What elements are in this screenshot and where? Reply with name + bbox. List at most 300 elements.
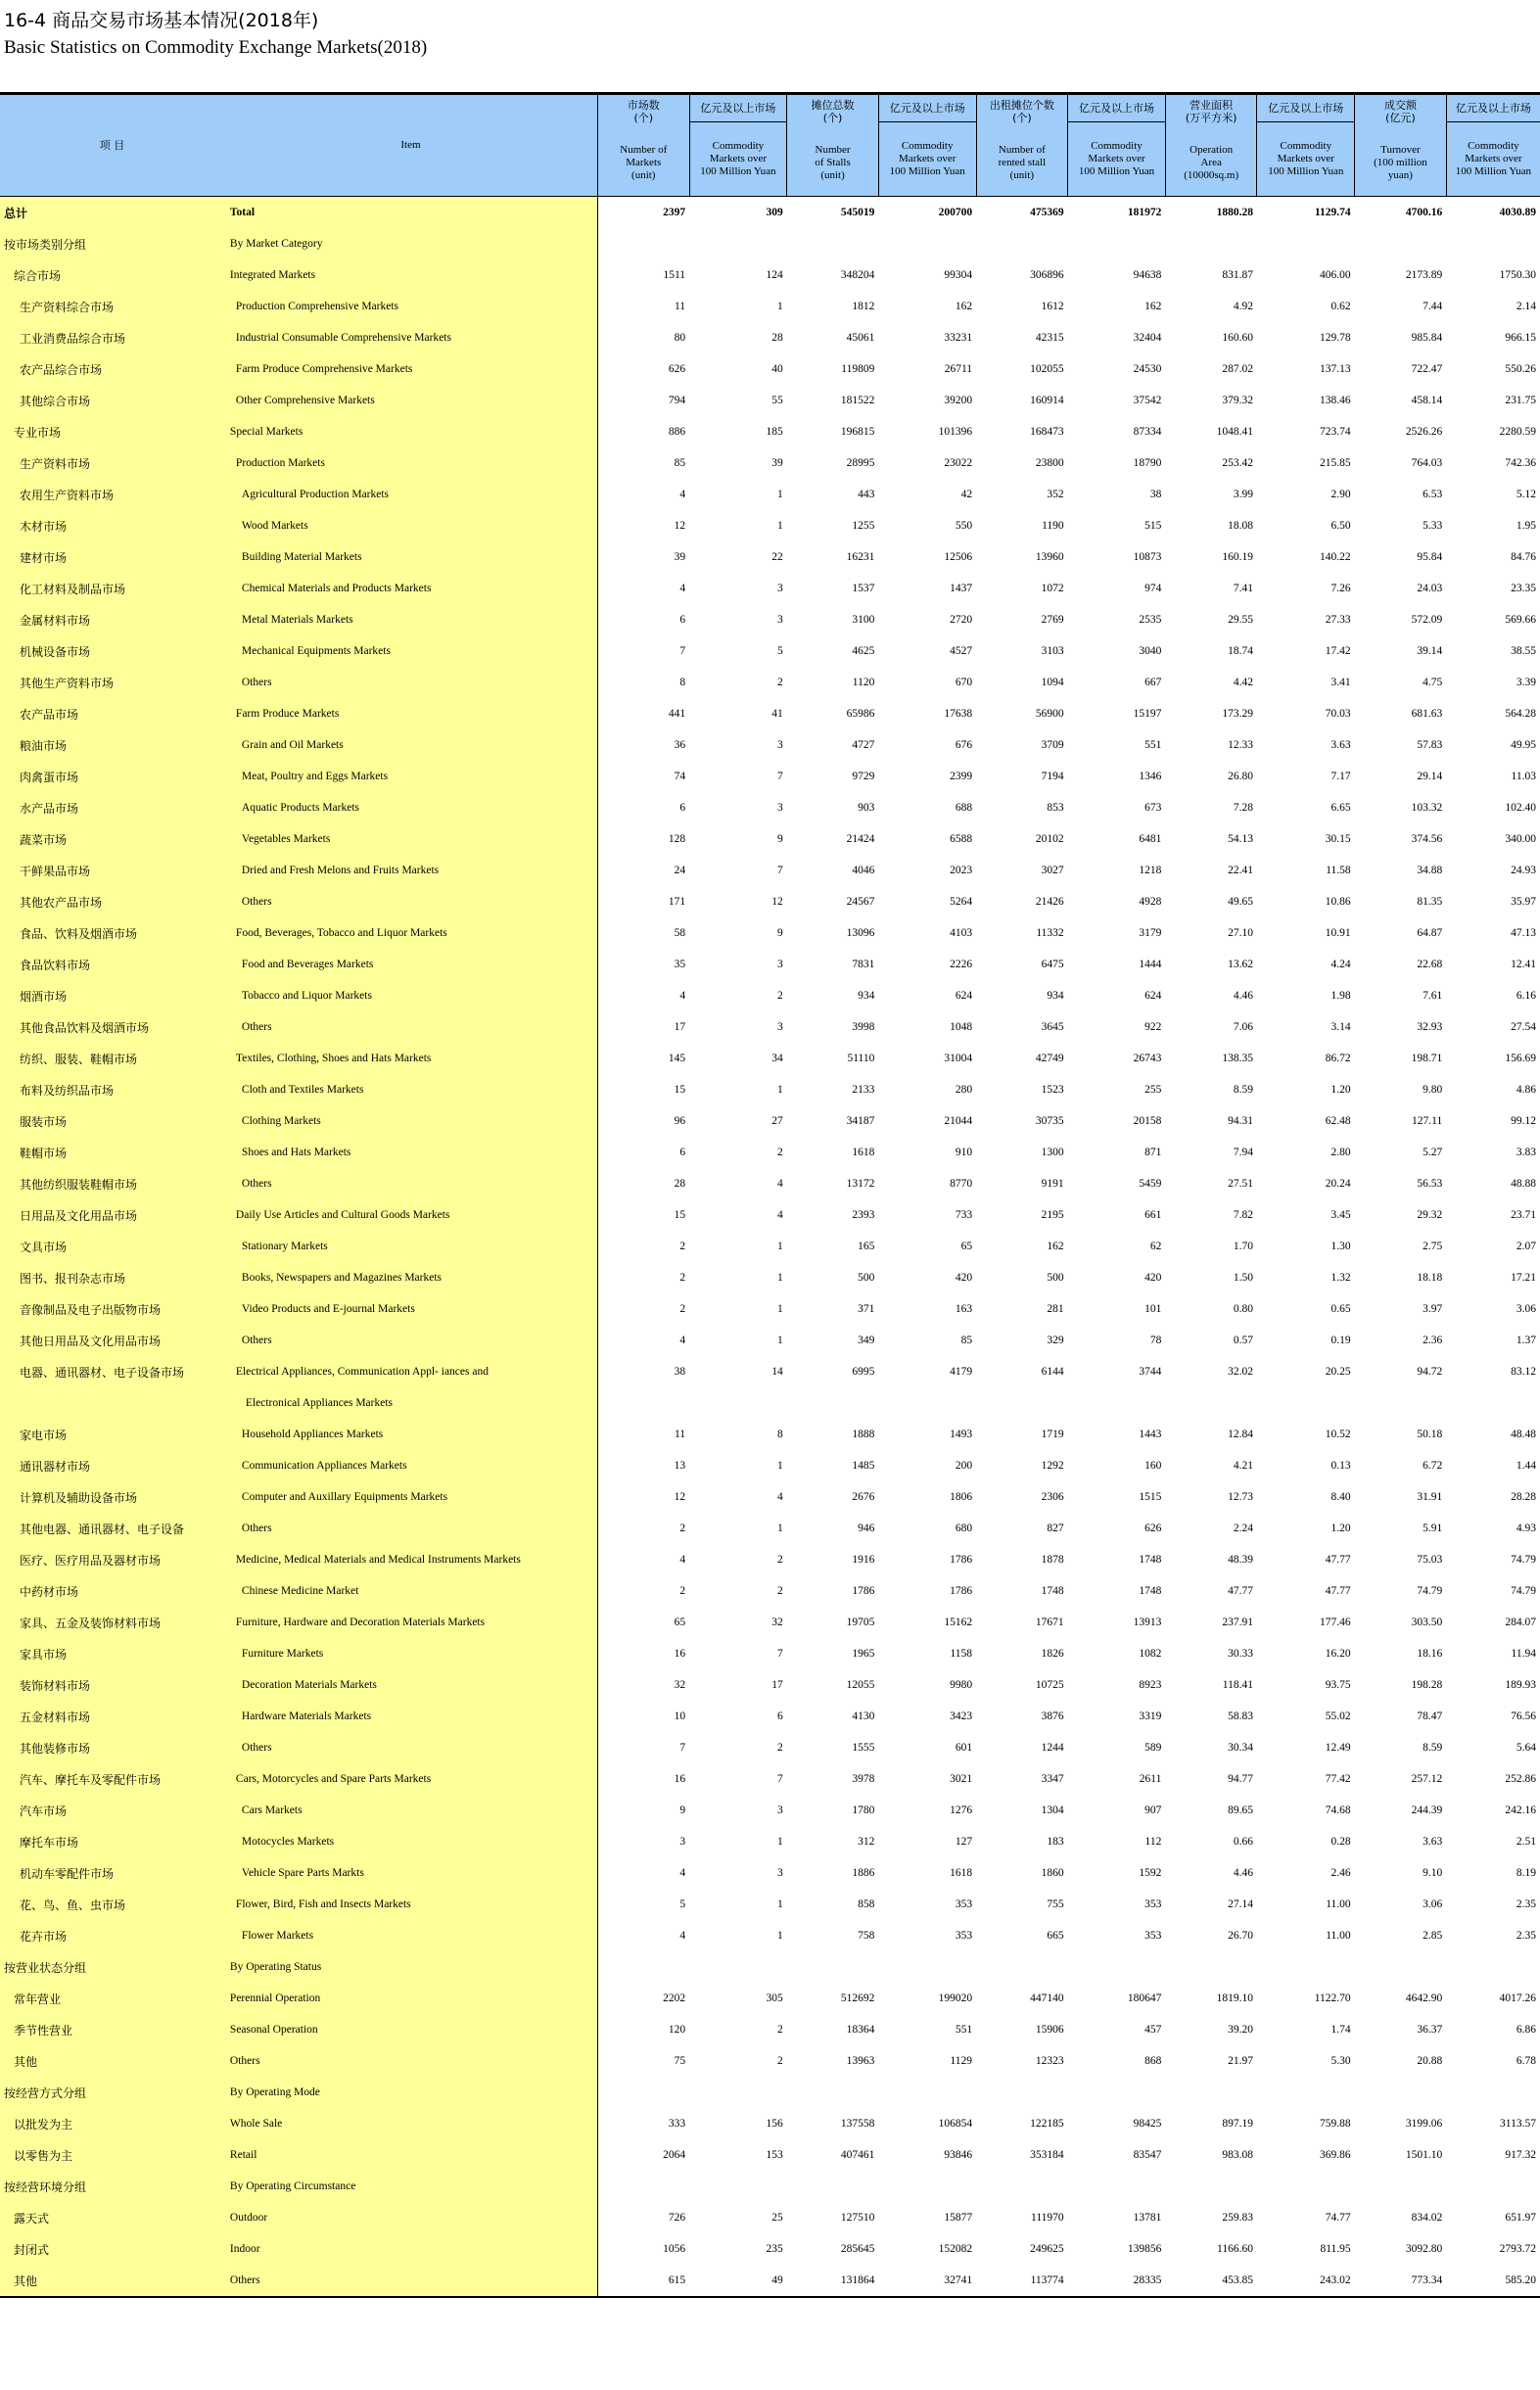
table-row [0, 2108, 1540, 2139]
value-cell [1165, 228, 1257, 259]
value-cell: 1612 [1041, 301, 1064, 312]
row-label-chinese: 鞋帽市场 [0, 1137, 224, 1168]
value-cell: 1 [777, 489, 783, 500]
value-cell: 858 [858, 1898, 875, 1910]
value-cell [689, 1951, 787, 1983]
value-cell [878, 228, 976, 259]
value-cell: 1.50 [1233, 1272, 1253, 1284]
table-row [0, 1795, 1540, 1826]
value-cell: 667 [1144, 677, 1162, 688]
value-cell: 340.00 [1505, 833, 1536, 845]
row-label-english: Others [224, 886, 598, 917]
value-cell: 4928 [1139, 896, 1162, 908]
value-cell: 447140 [1030, 1992, 1064, 2004]
value-cell: 4.86 [1516, 1084, 1536, 1096]
value-cell: 665 [1047, 1930, 1064, 1942]
value-cell: 98425 [1133, 2118, 1162, 2130]
row-label-chinese: 肉禽蛋市场 [0, 761, 224, 792]
value-cell [689, 228, 787, 259]
value-cell [878, 2077, 976, 2108]
value-cell: 118.41 [1222, 1679, 1253, 1691]
table-row [0, 1074, 1540, 1105]
row-label-english: Stationary Markets [224, 1231, 598, 1262]
row-label-english: Hardware Materials Markets [224, 1701, 598, 1732]
value-cell: 723.74 [1320, 426, 1351, 438]
row-label-chinese: 家电市场 [0, 1419, 224, 1450]
row-label-chinese: 专业市场 [0, 416, 224, 447]
value-cell: 11.03 [1511, 771, 1536, 782]
value-cell: 329 [1047, 1335, 1064, 1346]
value-cell: 38 [674, 1366, 686, 1378]
table-row [0, 1857, 1540, 1889]
value-cell: 160.60 [1222, 332, 1253, 344]
value-cell: 2397 [663, 207, 686, 218]
value-cell: 3.06 [1516, 1303, 1536, 1315]
value-cell: 138.35 [1222, 1053, 1253, 1064]
value-cell: 24530 [1133, 363, 1162, 375]
row-label-english: Cars Markets [224, 1795, 598, 1826]
value-cell: 6.53 [1423, 489, 1443, 500]
table-row [0, 259, 1540, 291]
value-cell: 676 [955, 739, 973, 751]
value-cell: 7.28 [1233, 802, 1253, 814]
value-cell: 3 [777, 583, 783, 594]
value-cell: 89.65 [1228, 1804, 1253, 1816]
value-cell: 626 [668, 363, 686, 375]
value-cell: 453.85 [1165, 2265, 1257, 2297]
value-cell: 12 [674, 1491, 686, 1503]
table-row [0, 917, 1540, 949]
value-cell: 6481 [1139, 833, 1162, 845]
value-cell: 99304 [944, 269, 973, 281]
value-cell [1068, 1387, 1166, 1419]
table-row [0, 1701, 1540, 1732]
value-cell: 35 [674, 959, 686, 970]
value-cell: 18.08 [1228, 520, 1253, 532]
row-label-english: Others [224, 1168, 598, 1199]
value-cell: 985.84 [1411, 332, 1443, 344]
value-cell: 1255 [852, 520, 875, 532]
value-cell: 20.25 [1325, 1366, 1351, 1378]
value-cell: 2.35 [1516, 1898, 1536, 1910]
value-cell [1355, 1387, 1447, 1419]
value-cell [1446, 1951, 1540, 1983]
value-cell: 4.92 [1233, 301, 1253, 312]
value-cell: 2 [679, 1272, 686, 1284]
value-cell: 34 [771, 1053, 783, 1064]
row-label-english: Others [224, 1732, 598, 1763]
value-cell: 20.24 [1325, 1178, 1351, 1190]
value-cell: 1056 [663, 2243, 686, 2255]
value-cell: 1048.41 [1216, 426, 1253, 438]
stalls-sub-header-english: Commodity Markets over 100 Million Yuan [878, 122, 976, 197]
value-cell: 2 [777, 1742, 783, 1754]
value-cell: 305 [766, 1992, 783, 2004]
table-row [0, 2265, 1540, 2297]
value-cell: 834.02 [1411, 2212, 1443, 2224]
value-cell [597, 2077, 689, 2108]
value-cell: 2 [777, 1585, 783, 1597]
row-label-chinese: 机械设备市场 [0, 635, 224, 667]
row-label-chinese: 其他 [0, 2045, 224, 2077]
value-cell: 1 [777, 1523, 783, 1534]
value-cell: 406.00 [1320, 269, 1351, 281]
value-cell [1355, 2077, 1447, 2108]
value-cell: 171 [668, 896, 686, 908]
value-cell: 871 [1144, 1147, 1162, 1158]
value-cell: 9 [777, 833, 783, 845]
value-cell: 50.18 [1417, 1429, 1443, 1440]
value-cell: 907 [1144, 1804, 1162, 1816]
row-label-chinese: 服装市场 [0, 1105, 224, 1137]
value-cell: 16 [674, 1773, 686, 1785]
row-label-chinese: 工业消费品综合市场 [0, 322, 224, 353]
value-cell: 7.06 [1233, 1021, 1253, 1033]
value-cell: 49.95 [1511, 739, 1536, 751]
value-cell: 910 [955, 1147, 973, 1158]
table-row [0, 479, 1540, 510]
value-cell: 9729 [852, 771, 875, 782]
value-cell: 2.80 [1330, 1147, 1351, 1158]
row-label-english: By Operating Status [224, 1951, 598, 1983]
row-label-chinese: 封闭式 [0, 2233, 224, 2265]
value-cell [976, 2171, 1068, 2202]
value-cell: 1748 [1041, 1585, 1064, 1597]
value-cell: 102.40 [1505, 802, 1536, 814]
value-cell: 1748 [1139, 1554, 1162, 1566]
value-cell: 1.32 [1330, 1272, 1351, 1284]
value-cell: 1485 [852, 1460, 875, 1472]
value-cell: 35.97 [1511, 896, 1536, 908]
value-cell: 84.76 [1511, 551, 1536, 563]
value-cell: 36.37 [1417, 2024, 1443, 2036]
value-cell: 1444 [1139, 959, 1162, 970]
value-cell: 897.19 [1222, 2118, 1253, 2130]
table-row [0, 322, 1540, 353]
value-cell: 122185 [1030, 2118, 1064, 2130]
row-label-chinese: 通讯器材市场 [0, 1450, 224, 1481]
item-header-chinese: 项 目 [0, 94, 224, 197]
value-cell: 615 [597, 2265, 689, 2297]
value-cell: 352 [1047, 489, 1064, 500]
table-row [0, 2139, 1540, 2171]
row-label-english: Special Markets [224, 416, 598, 447]
value-cell: 1166.60 [1217, 2243, 1253, 2255]
value-cell: 24.93 [1511, 865, 1536, 876]
value-cell: 12 [771, 896, 783, 908]
value-cell: 11.94 [1511, 1648, 1536, 1660]
value-cell: 983.08 [1222, 2149, 1253, 2161]
value-cell: 946 [858, 1523, 875, 1534]
value-cell: 153 [766, 2149, 783, 2161]
row-label-english: Total [224, 197, 598, 229]
value-cell [1446, 2077, 1540, 2108]
value-cell: 21044 [944, 1115, 973, 1127]
value-cell: 249625 [1030, 2243, 1064, 2255]
value-cell: 28.28 [1511, 1491, 1536, 1503]
row-label-english: Vehicle Spare Parts Markts [224, 1857, 598, 1889]
value-cell: 7 [777, 865, 783, 876]
value-cell: 2720 [950, 614, 973, 626]
value-cell [1446, 2171, 1540, 2202]
value-cell: 22.41 [1228, 865, 1253, 876]
value-cell: 23022 [944, 457, 973, 469]
row-label-english: Clothing Markets [224, 1105, 598, 1137]
value-cell: 1122.70 [1314, 1992, 1351, 2004]
value-cell: 3199.06 [1405, 2118, 1443, 2130]
row-label-english: Perennial Operation [224, 1983, 598, 2014]
turnover-sub-header-chinese: 亿元及以上市场 [1446, 94, 1540, 122]
value-cell: 2023 [950, 865, 973, 876]
value-cell [1257, 228, 1355, 259]
value-cell: 2.14 [1516, 301, 1536, 312]
value-cell: 8.59 [1233, 1084, 1253, 1096]
row-label-english: Communication Appliances Markets [224, 1450, 598, 1481]
value-cell: 934 [858, 990, 875, 1002]
value-cell: 4.24 [1330, 959, 1351, 970]
value-cell: 2 [777, 1554, 783, 1566]
value-cell: 758 [858, 1930, 875, 1942]
value-cell [976, 228, 1068, 259]
value-cell: 9980 [950, 1679, 973, 1691]
value-cell: 868 [1144, 2055, 1162, 2067]
value-cell: 3.06 [1423, 1898, 1443, 1910]
value-cell [1257, 2077, 1355, 2108]
value-cell: 198.71 [1411, 1053, 1443, 1064]
value-cell: 1 [777, 520, 783, 532]
value-cell: 198.28 [1411, 1679, 1443, 1691]
value-cell: 94638 [1133, 269, 1162, 281]
value-cell: 5.33 [1423, 520, 1443, 532]
value-cell: 2535 [1139, 614, 1162, 626]
value-cell: 371 [858, 1303, 875, 1315]
row-label-chinese: 蔬菜市场 [0, 823, 224, 855]
value-cell: 65 [960, 1241, 973, 1252]
row-label-chinese: 布料及纺织品市场 [0, 1074, 224, 1105]
value-cell: 4.46 [1233, 1867, 1253, 1879]
table-row [0, 980, 1540, 1011]
value-cell: 1129 [950, 2055, 973, 2067]
row-label-english: Others [224, 1011, 598, 1043]
value-cell: 1748 [1139, 1585, 1162, 1597]
value-cell: 670 [955, 677, 973, 688]
value-cell: 6.65 [1330, 802, 1351, 814]
value-cell: 86.72 [1325, 1053, 1351, 1064]
value-cell: 853 [1047, 802, 1064, 814]
row-label-english: Shoes and Hats Markets [224, 1137, 598, 1168]
value-cell: 17671 [1035, 1617, 1064, 1628]
value-cell: 353 [1144, 1930, 1162, 1942]
row-label-chinese: 汽车、摩托车及零配件市场 [0, 1763, 224, 1795]
value-cell: 4 [777, 1491, 783, 1503]
value-cell: 420 [955, 1272, 973, 1284]
table-row [0, 1638, 1540, 1669]
row-label-chinese: 中药材市场 [0, 1575, 224, 1607]
value-cell: 12.49 [1325, 1742, 1351, 1754]
value-cell: 1819.10 [1216, 1992, 1253, 2004]
value-cell: 56.53 [1417, 1178, 1443, 1190]
value-cell: 58.83 [1228, 1710, 1253, 1722]
value-cell: 1300 [1041, 1147, 1064, 1158]
value-cell: 1511 [663, 269, 686, 281]
rented-stalls-sub-header-chinese: 亿元及以上市场 [1068, 94, 1166, 122]
value-cell: 83.12 [1511, 1366, 1536, 1378]
row-label-chinese: 按营业状态分组 [0, 1951, 224, 1983]
value-cell: 3092.80 [1405, 2243, 1443, 2255]
value-cell: 1.30 [1330, 1241, 1351, 1252]
row-label-english: Integrated Markets [224, 259, 598, 291]
value-cell: 39.20 [1228, 2024, 1253, 2036]
value-cell: 3319 [1139, 1710, 1162, 1722]
value-cell: 138.46 [1320, 395, 1351, 406]
row-label-english: Seasonal Operation [224, 2014, 598, 2045]
value-cell: 42315 [1035, 332, 1064, 344]
value-cell: 688 [955, 802, 973, 814]
value-cell [597, 1951, 689, 1983]
value-cell: 5.12 [1516, 489, 1536, 500]
value-cell: 9 [777, 927, 783, 939]
value-cell: 6144 [1041, 1366, 1064, 1378]
value-cell: 165 [858, 1241, 875, 1252]
value-cell: 215.85 [1320, 457, 1351, 469]
value-cell: 13960 [1035, 551, 1064, 563]
row-label-english: Others [224, 2045, 598, 2077]
row-label-chinese: 纺织、服装、鞋帽市场 [0, 1043, 224, 1074]
value-cell: 196815 [840, 426, 875, 438]
value-cell: 15877 [944, 2212, 973, 2224]
table-row [0, 1262, 1540, 1293]
value-cell: 680 [955, 1523, 973, 1534]
value-cell: 74.68 [1325, 1804, 1351, 1816]
value-cell: 443 [858, 489, 875, 500]
value-cell: 1.95 [1516, 520, 1536, 532]
value-cell: 55 [771, 395, 783, 406]
value-cell: 183 [1047, 1836, 1064, 1848]
table-body [0, 197, 1540, 2298]
value-cell: 38 [1149, 489, 1162, 500]
value-cell: 1965 [852, 1648, 875, 1660]
value-cell [597, 2171, 689, 2202]
value-cell: 5.91 [1423, 1523, 1443, 1534]
value-cell: 124 [766, 269, 783, 281]
value-cell: 156.69 [1505, 1053, 1536, 1064]
value-cell: 38.55 [1511, 645, 1536, 657]
value-cell [1068, 2077, 1166, 2108]
value-cell: 3 [777, 1021, 783, 1033]
value-cell: 1048 [950, 1021, 973, 1033]
row-label-chinese: 生产资料市场 [0, 447, 224, 479]
value-cell: 7.94 [1233, 1147, 1253, 1158]
value-cell: 1916 [852, 1554, 875, 1566]
row-label-english: Others [224, 1325, 598, 1356]
value-cell: 6475 [1041, 959, 1064, 970]
row-label-chinese: 其他纺织服装鞋帽市场 [0, 1168, 224, 1199]
value-cell: 13172 [846, 1178, 875, 1190]
row-label-chinese: 以批发为主 [0, 2108, 224, 2139]
row-label-english: Books, Newspapers and Magazines Markets [224, 1262, 598, 1293]
value-cell: 2 [777, 990, 783, 1002]
row-label-chinese: 以零售为主 [0, 2139, 224, 2171]
value-cell [1068, 228, 1166, 259]
table-row [0, 1325, 1540, 1356]
value-cell: 2399 [950, 771, 973, 782]
value-cell [976, 1951, 1068, 1983]
value-cell: 8.19 [1516, 1867, 1536, 1879]
value-cell: 106854 [938, 2118, 973, 2130]
value-cell: 10873 [1133, 551, 1162, 563]
value-cell: 140.22 [1320, 551, 1351, 563]
value-cell: 2 [777, 2024, 783, 2036]
value-cell: 96 [674, 1115, 686, 1127]
value-cell: 111970 [1031, 2212, 1064, 2224]
value-cell [787, 228, 879, 259]
value-cell: 185 [766, 426, 783, 438]
row-label-chinese: 电器、通讯器材、电子设备市场 [0, 1356, 224, 1387]
value-cell: 37542 [1133, 395, 1162, 406]
value-cell: 8 [679, 677, 686, 688]
value-cell: 32.02 [1228, 1366, 1253, 1378]
value-cell: 3645 [1041, 1021, 1064, 1033]
value-cell: 551 [1144, 739, 1162, 751]
page-title-chinese: 16-4 商品交易市场基本情况(2018年) [4, 10, 319, 31]
row-label-chinese: 农产品市场 [0, 698, 224, 729]
row-label-chinese: 五金材料市场 [0, 1701, 224, 1732]
row-label-english: Chemical Materials and Products Markets [224, 573, 598, 604]
stalls-header-chinese: 摊位总数 (个) [811, 99, 855, 124]
value-cell: 18.74 [1228, 645, 1253, 657]
value-cell: 4017.26 [1499, 1992, 1536, 2004]
value-cell: 733 [955, 1209, 973, 1221]
value-cell: 2769 [1041, 614, 1064, 626]
value-cell [1355, 228, 1447, 259]
stalls-header [787, 94, 879, 197]
value-cell [1257, 2171, 1355, 2202]
value-cell: 15906 [1035, 2024, 1064, 2036]
value-cell: 4.46 [1233, 990, 1253, 1002]
row-label-chinese: 文具市场 [0, 1231, 224, 1262]
value-cell: 244.39 [1411, 1804, 1443, 1816]
value-cell: 65 [674, 1617, 686, 1628]
value-cell: 287.02 [1222, 363, 1253, 375]
value-cell [878, 1951, 976, 1983]
value-cell: 3027 [1041, 865, 1064, 876]
value-cell: 4.42 [1233, 677, 1253, 688]
page-title-english: Basic Statistics on Commodity Exchange Markets(2018) [4, 37, 428, 58]
value-cell: 4046 [852, 865, 875, 876]
markets-sub-header-english: Commodity Markets over 100 Million Yuan [689, 122, 787, 197]
value-cell: 6.16 [1516, 990, 1536, 1002]
table-row [0, 573, 1540, 604]
value-cell: 31004 [944, 1053, 973, 1064]
value-cell: 74 [674, 771, 686, 782]
value-cell: 62 [1149, 1241, 1162, 1252]
value-cell: 1826 [1041, 1648, 1064, 1660]
value-cell [1446, 1387, 1540, 1419]
value-cell: 589 [1144, 1742, 1162, 1754]
value-cell: 58 [674, 927, 686, 939]
row-label-chinese: 常年营业 [0, 1983, 224, 2014]
value-cell: 1082 [1139, 1648, 1162, 1660]
value-cell: 48.39 [1228, 1554, 1253, 1566]
value-cell: 651.97 [1505, 2212, 1536, 2224]
value-cell: 1618 [852, 1147, 875, 1158]
value-cell: 74.79 [1417, 1585, 1443, 1597]
value-cell: 101396 [938, 426, 973, 438]
value-cell: 145 [668, 1053, 686, 1064]
value-cell: 1.98 [1330, 990, 1351, 1002]
value-cell: 1346 [1139, 771, 1162, 782]
table-row [0, 1481, 1540, 1513]
